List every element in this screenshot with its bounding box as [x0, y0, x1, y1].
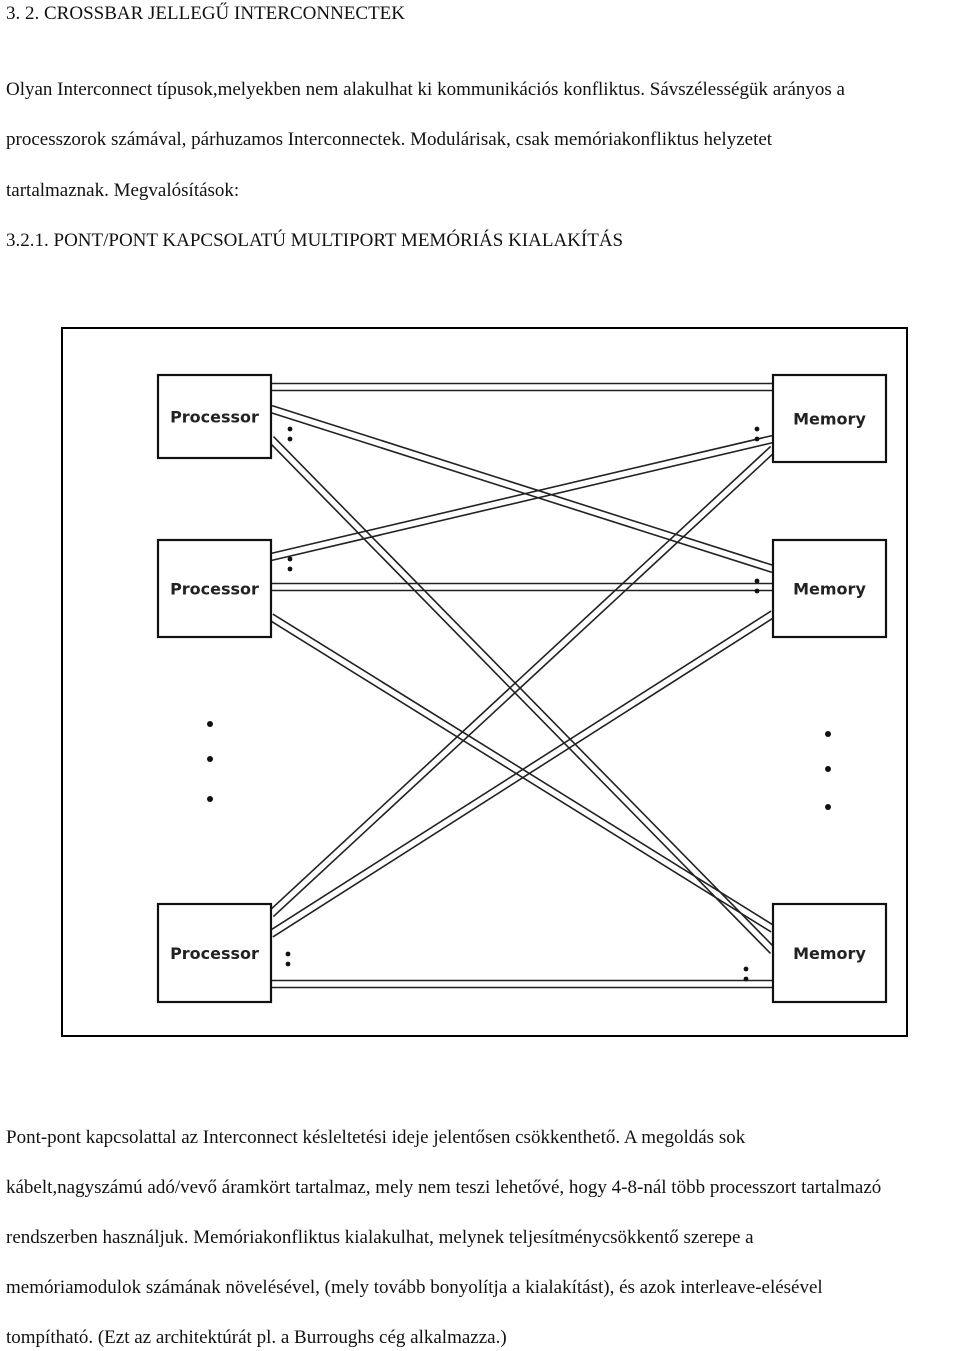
- wire-p1-m3: [269, 437, 776, 954]
- wire-p3-m3: [271, 981, 773, 988]
- body-line-4: memóriamodulok számának növelésével, (mely tovább bonyolítja a kialakítást), és azok interleave-elésével: [6, 1277, 823, 1298]
- memory-box-1-label: Memory: [793, 409, 866, 429]
- memory-box-1: [773, 375, 886, 462]
- intro-line-3: tartalmaznak. Megvalósítások:: [6, 180, 240, 201]
- processor-box-2: [158, 540, 271, 637]
- interconnect-wires: [269, 384, 776, 988]
- processor-box-3: [158, 904, 271, 1002]
- body-line-1: Pont-pont kapcsolattal az Interconnect késleltetési ideje jelentősen csökkenthető. A megoldás sok: [6, 1127, 746, 1148]
- body-line-5: tompítható. (Ezt az architektúrát pl. a Burroughs cég alkalmazza.): [6, 1327, 507, 1348]
- intro-line-2: processzorok számával, párhuzamos Interconnectek. Modulárisak, csak memóriakonfliktus helyzetet: [6, 129, 773, 150]
- ellipsis-dots: [207, 427, 831, 982]
- processor-box-1-label: Processor: [170, 407, 259, 427]
- memory-box-3: [773, 904, 886, 1002]
- subsection-heading: 3.2.1. PONT/PONT KAPCSOLATÚ MULTIPORT MEMÓRIÁS KIALAKÍTÁS: [6, 230, 624, 251]
- wire-p3-m1: [269, 446, 776, 916]
- memory-box-2-label: Memory: [793, 579, 866, 599]
- section-heading: 3. 2. CROSSBAR JELLEGŰ INTERCONNECTEK: [6, 3, 406, 24]
- intro-line-1: Olyan Interconnect típusok,melyekben nem alakulhat ki kommunikációs konfliktus. Sávszélességük arányos a: [6, 79, 845, 100]
- crossbar-diagram: [61, 327, 908, 1037]
- processor-box-1: [158, 375, 271, 458]
- wire-p2-m2: [271, 584, 773, 591]
- wire-p1-m1: [271, 384, 773, 391]
- memory-box-2: [773, 540, 886, 637]
- processor-box-3-label: Processor: [170, 944, 259, 963]
- body-line-3: rendszerben használjuk. Memóriakonfliktus kialakulhat, melynek teljesítménycsökkentő szerepe a: [6, 1227, 754, 1248]
- memory-box-3-label: Memory: [793, 944, 866, 963]
- body-line-2: kábelt,nagyszámú adó/vevő áramkört tartalmaz, mely nem teszi lehetővé, hogy 4-8-nál több processzort tartalmazó: [6, 1177, 882, 1198]
- wire-p2-m3: [269, 614, 775, 932]
- processor-box-2-label: Processor: [170, 579, 259, 599]
- wire-p1-m2: [270, 406, 774, 573]
